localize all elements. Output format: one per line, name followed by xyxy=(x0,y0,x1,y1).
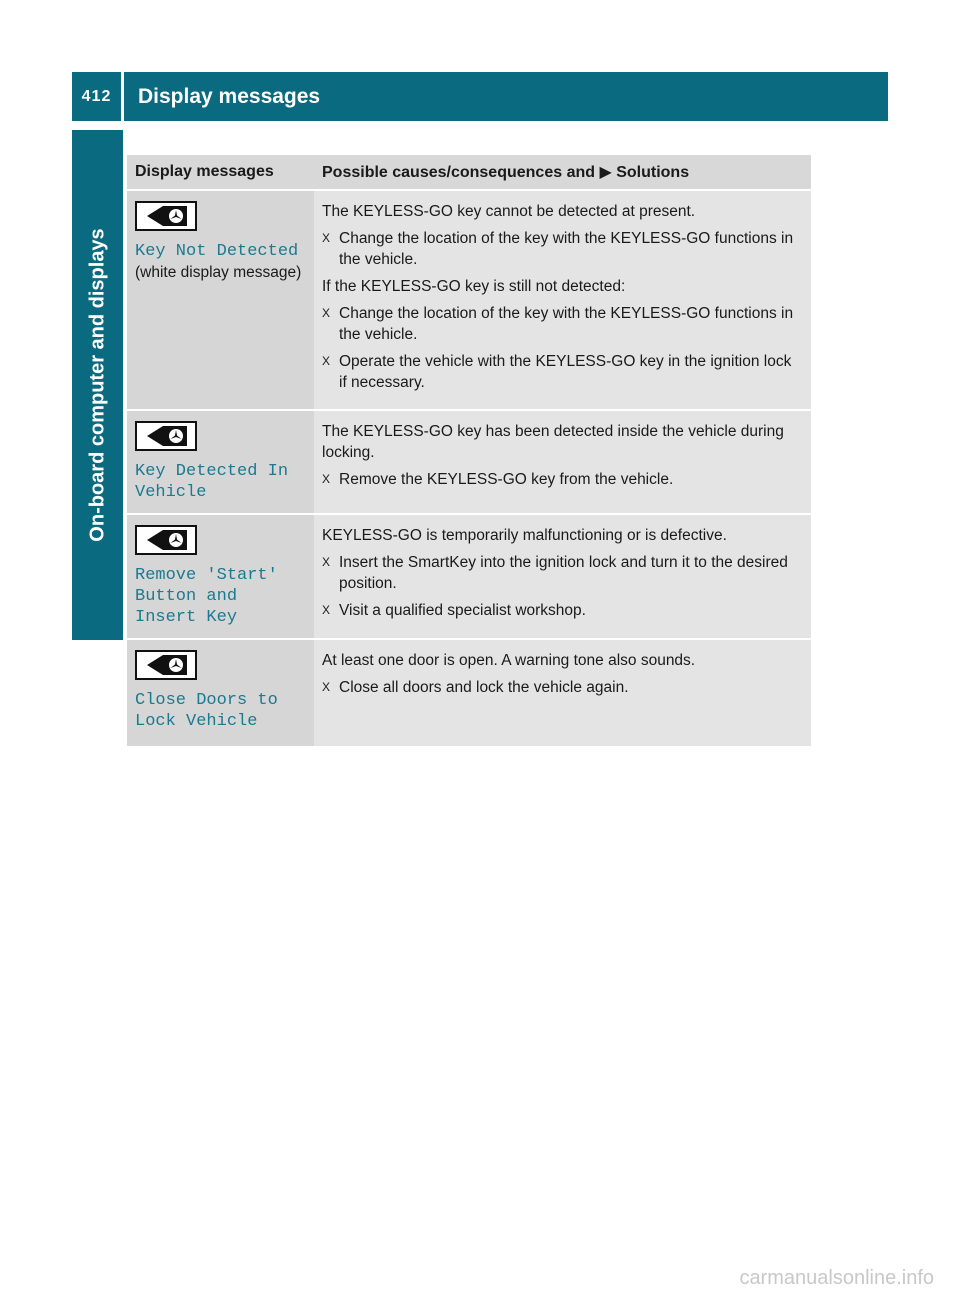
cause-text: The KEYLESS-GO key has been detected inside the vehicle during locking. xyxy=(322,423,784,461)
solution-cell xyxy=(314,410,811,514)
display-messages-table xyxy=(127,155,811,748)
table-header-row xyxy=(127,155,811,190)
section-title: Display messages xyxy=(138,84,321,108)
message-cell xyxy=(127,190,314,410)
message-cell xyxy=(127,410,314,514)
solution-step: X Insert the SmartKey into the ignition lock and turn it to the desired position. xyxy=(322,554,788,592)
step-marker: X xyxy=(322,603,331,617)
solution-step: X Remove the KEYLESS-GO key from the vehicle. xyxy=(322,471,674,488)
display-message-text: Close Doors to Lock Vehicle xyxy=(135,691,278,731)
message-cell xyxy=(127,639,314,747)
chapter-label: On-board computer and displays xyxy=(86,228,108,542)
table-row xyxy=(127,190,811,410)
column-header-display-messages: Display messages xyxy=(127,155,314,190)
step-marker: X xyxy=(322,555,331,569)
step-marker: X xyxy=(322,231,331,245)
display-message-text: Key Not Detected xyxy=(135,242,299,261)
solution-step: X Close all doors and lock the vehicle again. xyxy=(322,679,629,696)
condition-text: If the KEYLESS-GO key is still not detected: xyxy=(322,278,626,295)
step-marker: X xyxy=(322,354,331,368)
key-icon xyxy=(135,201,197,231)
table-row xyxy=(127,514,811,639)
solution-step: X Visit a qualified specialist workshop. xyxy=(322,602,586,619)
step-marker: X xyxy=(322,306,331,320)
cause-text: The KEYLESS-GO key cannot be detected at present. xyxy=(322,203,696,220)
watermark: carmanualsonline.info xyxy=(739,1267,934,1289)
solution-cell xyxy=(314,639,811,747)
page-header xyxy=(72,72,888,121)
message-note: (white display message) xyxy=(135,264,302,281)
column-header-solutions: Possible causes/consequences and ▶ Solutions xyxy=(314,155,811,190)
table-row xyxy=(127,410,811,514)
cause-text: KEYLESS-GO is temporarily malfunctioning or is defective. xyxy=(322,527,727,544)
chapter-side-tab xyxy=(72,130,123,640)
key-icon xyxy=(135,525,197,555)
step-marker: X xyxy=(322,472,331,486)
solution-step: X Operate the vehicle with the KEYLESS-GO key in the ignition lock if necessary. xyxy=(322,353,792,391)
key-icon xyxy=(135,650,197,680)
solution-step: X Change the location of the key with the KEYLESS-GO functions in the vehicle. xyxy=(322,230,794,268)
solution-cell xyxy=(314,514,811,639)
message-cell xyxy=(127,514,314,639)
page-number: 412 xyxy=(72,72,124,121)
step-marker: X xyxy=(322,680,331,694)
key-icon xyxy=(135,421,197,451)
table-row xyxy=(127,639,811,747)
display-message-text: Key Detected In Vehicle xyxy=(135,462,289,502)
cause-text: At least one door is open. A warning tone also sounds. xyxy=(322,652,696,669)
solution-cell xyxy=(314,190,811,410)
solution-step: X Change the location of the key with the KEYLESS-GO functions in the vehicle. xyxy=(322,305,794,343)
display-message-text: Remove 'Start' Button and Insert Key xyxy=(135,566,278,627)
